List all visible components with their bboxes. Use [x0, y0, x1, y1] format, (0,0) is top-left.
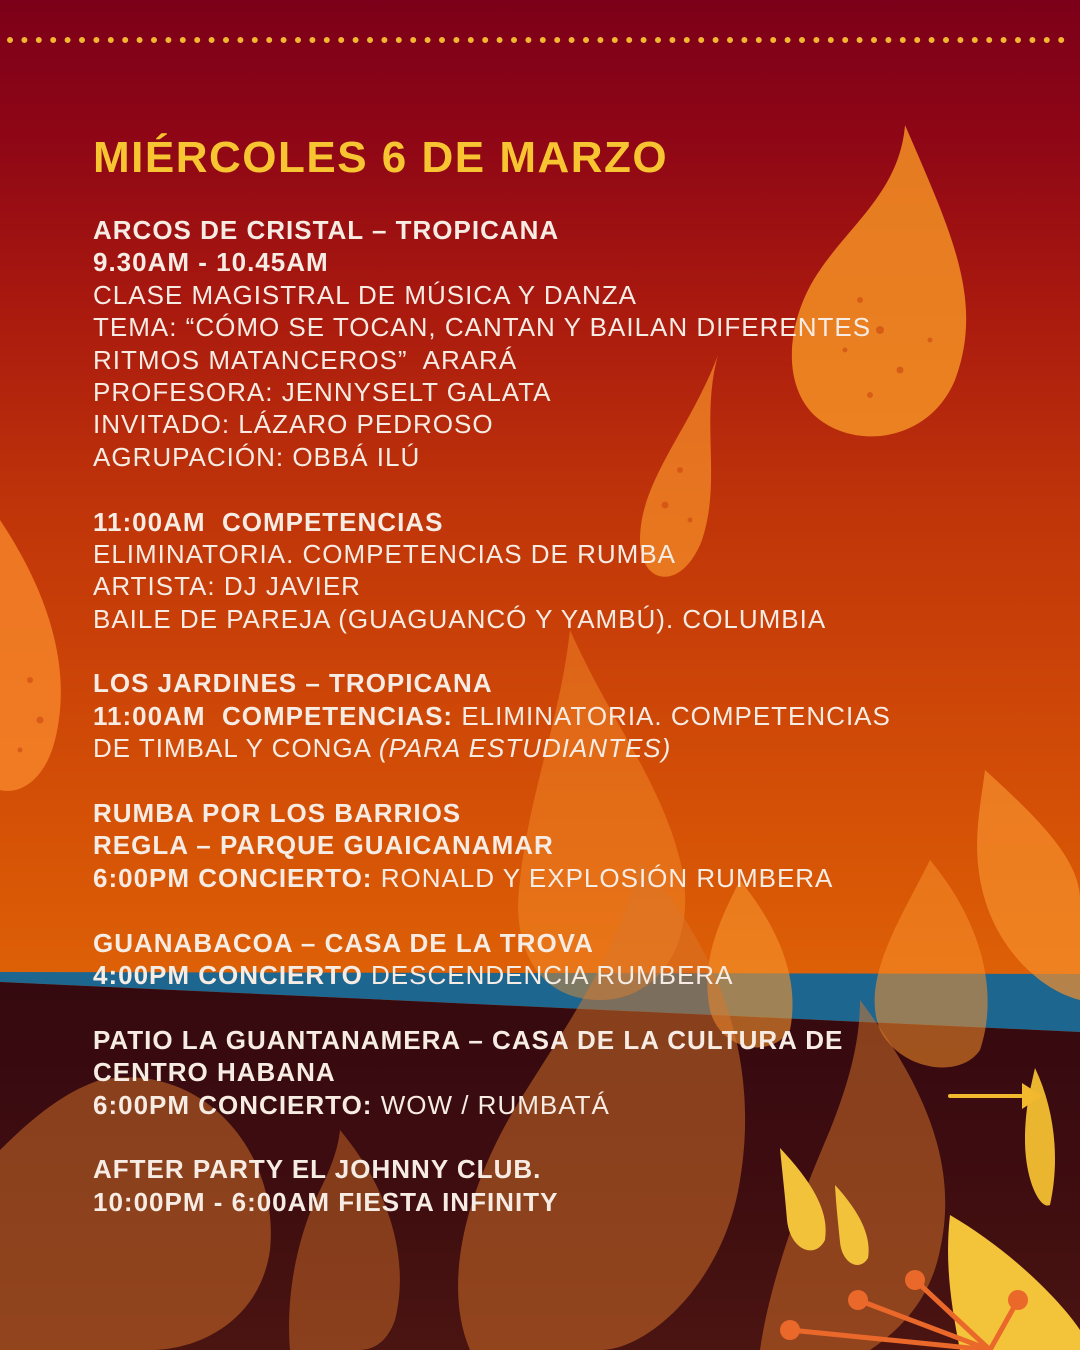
event-performer: WOW / RUMBATÁ — [380, 1089, 610, 1120]
spacer — [93, 635, 891, 667]
speckle-dot — [897, 367, 904, 374]
event-schedule — [93, 214, 891, 1218]
spacer — [93, 894, 891, 926]
event-venue: CENTRO HABANA — [93, 1057, 336, 1088]
event-detail: ELIMINATORIA. COMPETENCIAS DE RUMBA — [93, 538, 677, 569]
event-time: 4:00PM CONCIERTO — [93, 959, 363, 990]
speckle-dot — [37, 717, 44, 724]
event-detail: BAILE DE PAREJA (GUAGUANCÓ Y YAMBÚ). COLUMBIA — [93, 603, 827, 634]
event-time: 6:00PM CONCIERTO: — [93, 1089, 373, 1120]
event-description: ELIMINATORIA. COMPETENCIAS — [461, 700, 891, 731]
spacer — [93, 991, 891, 1023]
drumstick-tip — [1008, 1290, 1028, 1310]
event-time: 6:00PM CONCIERTO: — [93, 862, 373, 893]
event-description-cont: DE TIMBAL Y CONGA — [93, 733, 371, 764]
event-time-line — [93, 862, 891, 894]
event-venue: AFTER PARTY EL JOHNNY CLUB. — [93, 1154, 542, 1185]
event-performer: RONALD Y EXPLOSIÓN RUMBERA — [380, 862, 834, 893]
speckle-dot — [27, 677, 33, 683]
event-program: RUMBA POR LOS BARRIOS — [93, 798, 462, 829]
event-venue: GUANABACOA – CASA DE LA TROVA — [93, 927, 594, 958]
event-detail: ARTISTA: DJ JAVIER — [93, 571, 361, 602]
event-detail: AGRUPACIÓN: OBBÁ ILÚ — [93, 441, 421, 472]
event-time-line — [93, 700, 891, 732]
spacer — [93, 1121, 891, 1153]
event-detail: TEMA: “CÓMO SE TOCAN, CANTAN Y BAILAN DIFERENTES — [93, 312, 872, 343]
event-note: (PARA ESTUDIANTES) — [378, 733, 672, 764]
event-venue: REGLA – PARQUE GUAICANAMAR — [93, 830, 554, 861]
flame-shape — [977, 770, 1080, 1000]
event-time: 9.30AM - 10.45AM — [93, 247, 329, 278]
speckle-dot — [928, 338, 933, 343]
event-time-line — [93, 959, 891, 991]
flame-shape — [875, 860, 988, 1067]
event-time-line — [93, 1089, 891, 1121]
event-venue: LOS JARDINES – TROPICANA — [93, 668, 493, 699]
event-performer: DESCENDENCIA RUMBERA — [371, 959, 734, 990]
flame-shape — [0, 520, 61, 791]
event-detail: PROFESORA: JENNYSELT GALATA — [93, 376, 552, 407]
speckle-dot — [18, 748, 23, 753]
event-detail: CLASE MAGISTRAL DE MÚSICA Y DANZA — [93, 279, 637, 310]
event-detail: INVITADO: LÁZARO PEDROSO — [93, 409, 494, 440]
event-detail: RITMOS MATANCEROS” ARARÁ — [93, 344, 518, 375]
event-time: 10:00PM - 6:00AM FIESTA INFINITY — [93, 1186, 559, 1217]
event-time: 11:00AM COMPETENCIAS: — [93, 700, 454, 731]
event-venue: ARCOS DE CRISTAL – TROPICANA — [93, 215, 560, 245]
event-time: 11:00AM COMPETENCIAS — [93, 506, 444, 537]
event-venue: PATIO LA GUANTANAMERA – CASA DE LA CULTURA DE — [93, 1024, 844, 1055]
drumstick-tip — [780, 1320, 800, 1340]
drumstick-tip — [905, 1270, 925, 1290]
event-description-line — [93, 732, 891, 764]
page-title: MIÉRCOLES 6 DE MARZO — [93, 133, 669, 182]
spacer — [93, 765, 891, 797]
drumstick-tip — [848, 1290, 868, 1310]
spacer — [93, 473, 891, 505]
